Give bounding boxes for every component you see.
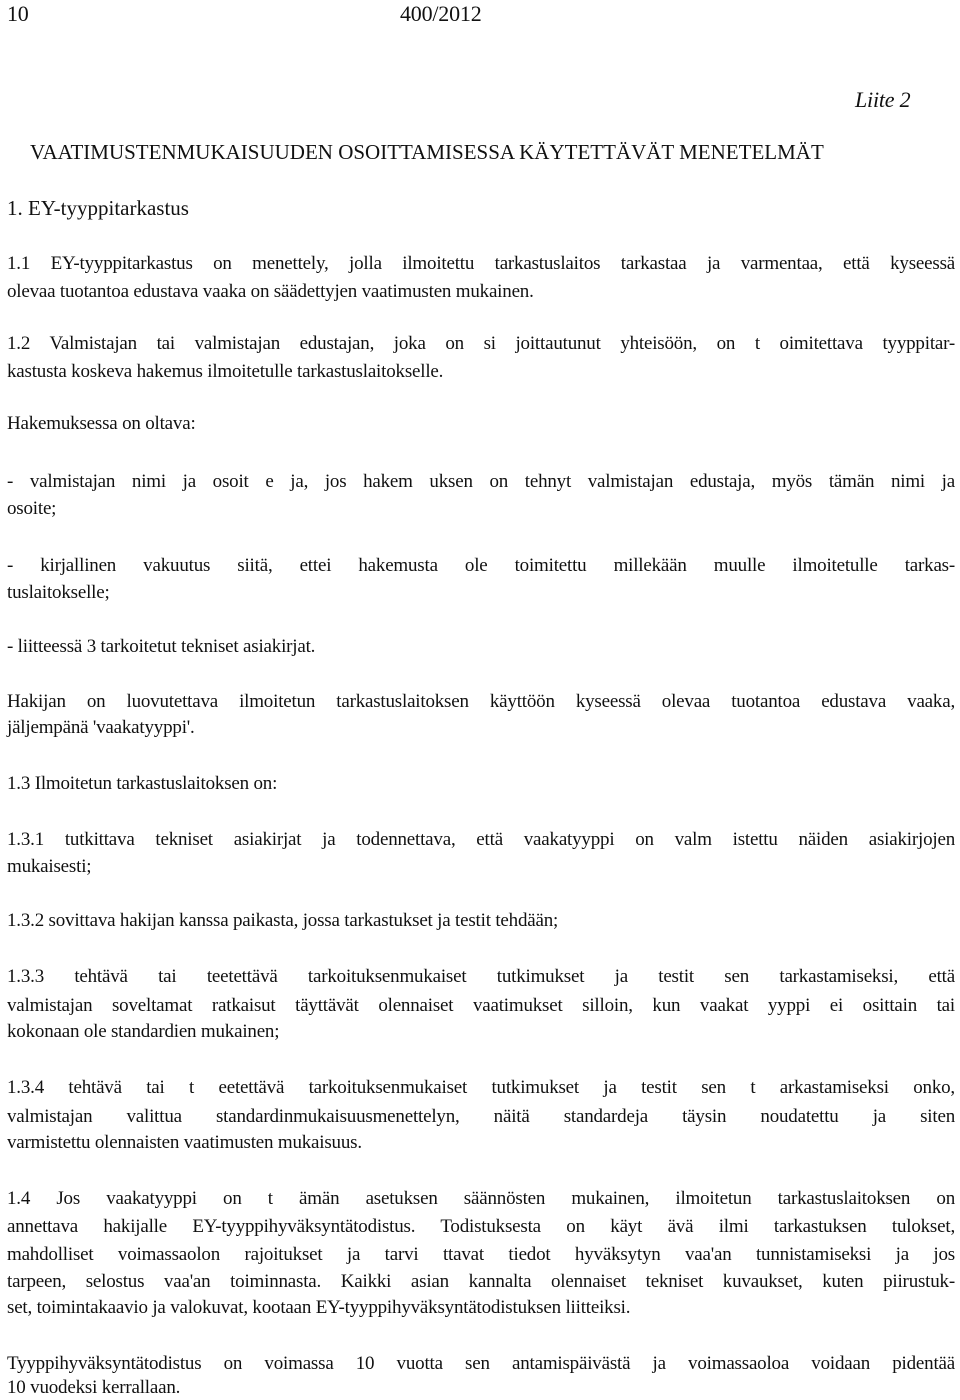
document-number: 400/2012 [400, 1, 482, 26]
section-1-4-line-2: annettava hakijalle EY-tyyppihyväksyntätodistus. Todistuksesta on käyt ävä ilmi tarkastuksen tulokset, [7, 1216, 955, 1237]
application-contents-heading: Hakemuksessa on oltava: [7, 413, 196, 434]
section-1-4-line-3: mahdolliset voimassaolon rajoitukset ja tarvi ttavat tiedot hyväksytyn vaa'an tunnistamiseksi ja jos [7, 1244, 955, 1265]
validity-paragraph-line-2: 10 vuodeksi kerrallaan. [7, 1377, 181, 1398]
list-item-1-line-1: - valmistajan nimi ja osoit e ja, jos hakem uksen on tehnyt valmistajan edustaja, myös tämän nimi ja [7, 471, 955, 492]
section-1-3-3-line-1: 1.3.3 tehtävä tai teetettävä tarkoituksenmukaiset tutkimukset ja testit sen tarkastamiseksi, että [7, 966, 955, 987]
section-1-3-3-line-2: valmistajan soveltamat ratkaisut täyttävät olennaiset vaatimukset silloin, kun vaakat yyppi ei osittain tai [7, 995, 955, 1016]
section-1-4-line-4: tarpeen, selostus vaa'an toiminnasta. Kaikki asian kannalta olennaiset tekniset kuvaukset, kuten piirustuk- [7, 1271, 955, 1292]
section-1-3-4-line-1: 1.3.4 tehtävä tai t eetettävä tarkoituksenmukaiset tutkimukset ja testit sen t arkastamiseksi onko, [7, 1077, 955, 1098]
paragraph-1-2-line-2: kastusta koskeva hakemus ilmoitetulle tarkastuslaitokselle. [7, 361, 444, 382]
list-item-1-line-2: osoite; [7, 498, 57, 519]
list-item-3: - liitteessä 3 tarkoitetut tekniset asiakirjat. [7, 636, 316, 657]
paragraph-1-1-line-2: olevaa tuotantoa edustava vaaka on säädettyjen vaatimusten mukainen. [7, 281, 534, 302]
section-1-4-line-1: 1.4 Jos vaakatyyppi on t ämän asetuksen säännösten mukainen, ilmoitetun tarkastuslaitoksen on [7, 1188, 955, 1209]
section-1-3-4-line-2: valmistajan valittua standardinmukaisuusmenettelyn, näitä standardeja täysin noudatettu ja siten [7, 1106, 955, 1127]
section-1-3-3-line-3: kokonaan ole standardien mukainen; [7, 1021, 280, 1042]
document-title: VAATIMUSTENMUKAISUUDEN OSOITTAMISESSA KÄYTETTÄVÄT MENETELMÄT [30, 140, 824, 164]
paragraph-1-1-line-1: 1.1 EY-tyyppitarkastus on menettely, jolla ilmoitettu tarkastuslaitos tarkastaa ja varmentaa, että kyseessä [7, 253, 955, 274]
paragraph-1-2-line-1: 1.2 Valmistajan tai valmistajan edustajan, joka on si joittautunut yhteisöön, on t oimitettava tyyppitar- [7, 333, 955, 354]
list-item-2-line-2: tuslaitokselle; [7, 582, 110, 603]
section-1-3-2: 1.3.2 sovittava hakijan kanssa paikasta, jossa tarkastukset ja testit tehdään; [7, 910, 559, 931]
applicant-paragraph-line-2: jäljempänä 'vaakatyyppi'. [7, 717, 195, 738]
section-1-3-4-line-3: varmistettu olennaisten vaatimusten mukaisuus. [7, 1132, 362, 1153]
section-1-3-1-line-2: mukaisesti; [7, 856, 92, 877]
applicant-paragraph-line-1: Hakijan on luovutettava ilmoitetun tarkastuslaitoksen käyttöön kyseessä olevaa tuotantoa edustava vaaka, [7, 691, 955, 712]
section-1-3-1-line-1: 1.3.1 tutkittava tekniset asiakirjat ja todennettava, että vaakatyyppi on valm istettu näiden asiakirjojen [7, 829, 955, 850]
list-item-2-line-1: - kirjallinen vakuutus siitä, ettei hakemusta ole toimitettu millekään muulle ilmoitetulle tarkas- [7, 555, 955, 576]
page-number: 10 [7, 1, 29, 26]
validity-paragraph-line-1: Tyyppihyväksyntätodistus on voimassa 10 vuotta sen antamispäivästä ja voimassaoloa voidaan pidentää [7, 1353, 955, 1374]
section-1-3: 1.3 Ilmoitetun tarkastuslaitoksen on: [7, 773, 278, 794]
annex-label: Liite 2 [855, 87, 911, 112]
section-heading: 1. EY-tyyppitarkastus [7, 196, 189, 220]
section-1-4-line-5: set, toimintakaavio ja valokuvat, kootaan EY-tyyppihyväksyntätodistuksen liitteiksi. [7, 1297, 631, 1318]
